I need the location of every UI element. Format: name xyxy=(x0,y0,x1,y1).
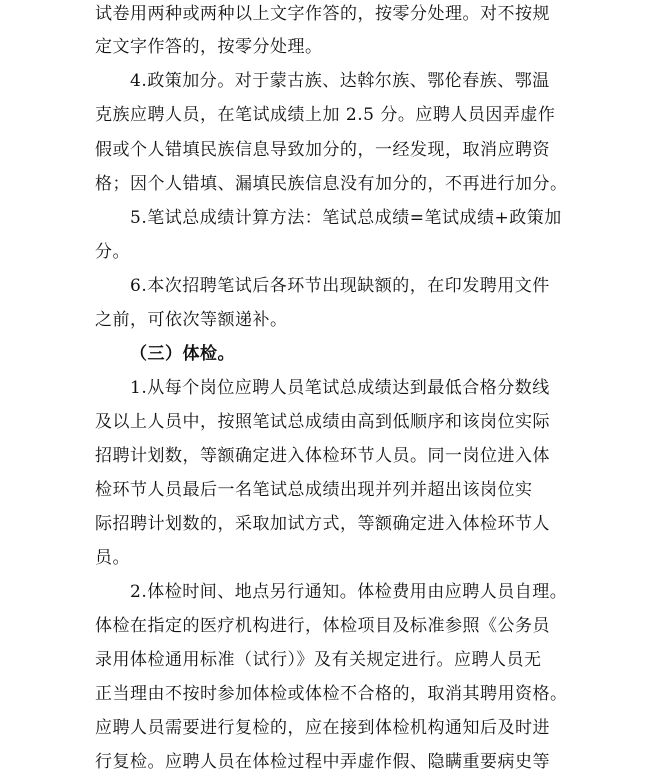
text-line-23: 行复检。应聘人员在体检过程中弄虚作假、隐瞒重要病史等 xyxy=(95,752,550,772)
text-line-18: 2.体检时间、地点另行通知。体检费用由应聘人员自理。 xyxy=(130,582,568,602)
text-line-21: 正当理由不按时参加体检或体检不合格的，取消其聘用资格。 xyxy=(95,684,568,704)
text-line-1: 试卷用两种或两种以上文字作答的，按零分处理。对不按规 xyxy=(95,4,550,24)
text-line-9: 6.本次招聘笔试后各环节出现缺额的，在印发聘用文件 xyxy=(130,276,550,296)
section-heading: （三）体检。 xyxy=(130,344,235,364)
text-line-20: 录用体检通用标准（试行）》及有关规定进行。应聘人员无 xyxy=(95,650,542,670)
text-line-8: 分。 xyxy=(95,242,130,262)
text-line-15: 检环节人员最后一名笔试总成绩出现并列并超出该岗位实 xyxy=(95,480,533,500)
text-line-5: 假或个人错填民族信息导致加分的，一经发现，取消应聘资 xyxy=(95,140,550,160)
text-line-12: 1.从每个岗位应聘人员笔试总成绩达到最低合格分数线 xyxy=(130,378,550,398)
text-line-22: 应聘人员需要进行复检的，应在接到体检机构通知后及时进 xyxy=(95,718,550,738)
text-line-7: 5.笔试总成绩计算方法：笔试总成绩=笔试成绩+政策加 xyxy=(130,208,562,228)
text-line-19: 体检在指定的医疗机构进行，体检项目及标准参照《公务员 xyxy=(95,616,550,636)
text-line-13: 及以上人员中，按照笔试总成绩由高到低顺序和该岗位实际 xyxy=(95,412,550,432)
text-line-10: 之前，可依次等额递补。 xyxy=(95,310,288,330)
text-line-6: 格；因个人错填、漏填民族信息没有加分的，不再进行加分。 xyxy=(95,174,568,194)
text-line-3: 4.政策加分。对于蒙古族、达斡尔族、鄂伦春族、鄂温 xyxy=(130,71,550,91)
text-line-4: 克族应聘人员，在笔试成绩上加 2.5 分。应聘人员因弄虚作 xyxy=(95,105,556,125)
text-line-16: 际招聘计划数的，采取加试方式，等额确定进入体检环节人 xyxy=(95,514,550,534)
text-line-2: 定文字作答的，按零分处理。 xyxy=(95,37,323,57)
text-line-17: 员。 xyxy=(95,548,130,568)
text-line-14: 招聘计划数，等额确定进入体检环节人员。同一岗位进入体 xyxy=(95,446,550,466)
